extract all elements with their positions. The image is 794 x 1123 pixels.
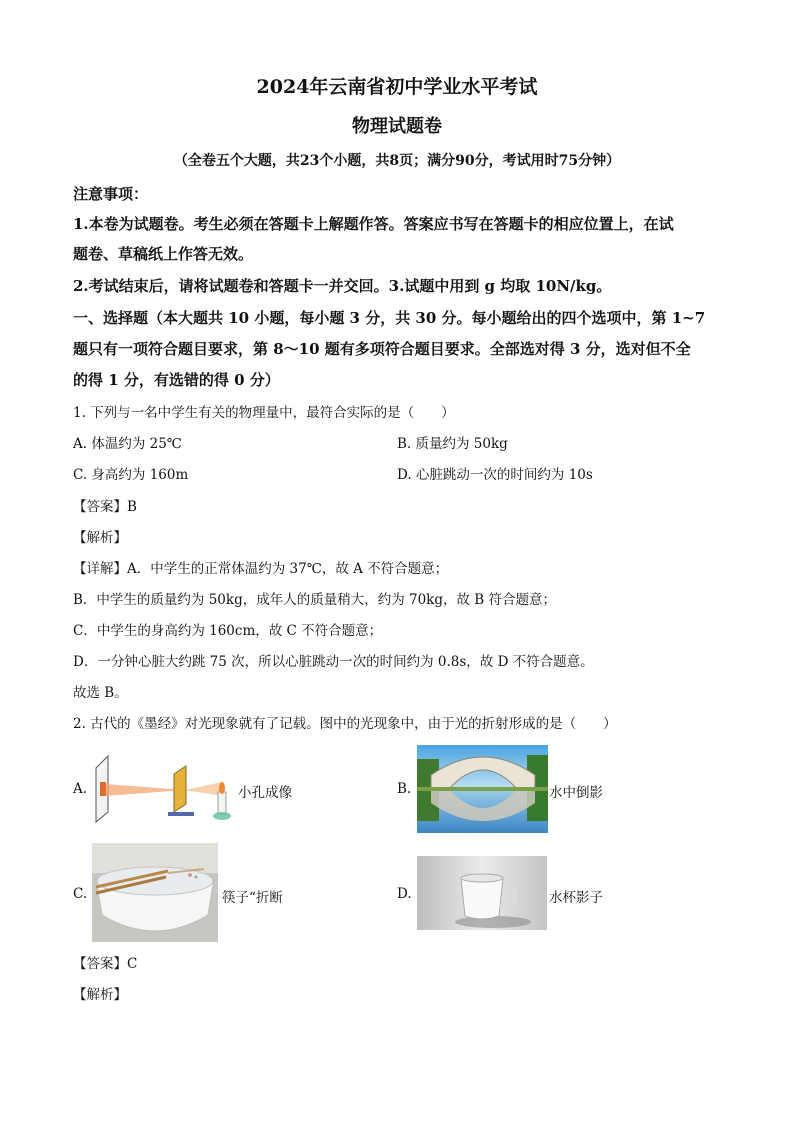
q1-option-b: B. 质量约为 50kg [397,436,508,452]
notice-line-1a: 1.本卷为试题卷。考生必须在答题卡上解题作答。答案应书写在答题卡的相应位置上，在试 [73,215,674,233]
notice-heading: 注意事项： [73,185,149,203]
section1-line-2: 题只有一项符合题目要求，第 8～10 题有多项符合题目要求。全部选对得 3 分，选对但不全 [73,340,691,358]
q2-stem: 2. 古代的《墨经》对光现象就有了记载。图中的光现象中，由于光的折射形成的是（ ） [73,716,617,732]
section1-line-3: 的得 1 分，有选错的得 0 分） [73,371,280,389]
q1-answer-label: 【答案】 [73,499,127,515]
q1-option-d: D. 心脏跳动一次的时间约为 10s [397,467,593,483]
cup-shadow-photo [417,856,547,930]
q2-option-a-letter: A. [73,781,88,797]
pinhole-imaging-figure [92,752,234,824]
q1-option-a: A. 体温约为 25℃ [73,436,182,452]
q2-option-b-caption: 水中倒影 [549,785,603,801]
exam-info: （全卷五个大题，共23个小题，共8页；满分90分，考试用时75分钟） [173,153,621,169]
exam-title: 2024年云南省初中学业水平考试 [256,76,538,98]
exam-subtitle: 物理试题卷 [352,116,442,137]
notice-line-1b: 题卷、草稿纸上作答无效。 [73,245,254,263]
q2-option-b-letter: B. [397,781,412,797]
bridge-reflection-photo [417,745,548,833]
q1-analysis-label: 【解析】 [73,530,127,546]
q1-detail-4: D．一分钟心脏大约跳 75 次，所以心脏跳动一次的时间约为 0.8s，故 D 不符合题意。 [73,654,594,670]
notice-line-2: 2.考试结束后，请将试题卷和答题卡一并交回。3.试题中用到 g 均取 10N/kg。 [73,277,612,295]
q2-option-c-letter: C. [73,886,88,902]
q1-stem: 1. 下列与一名中学生有关的物理量中，最符合实际的是（ ） [73,405,455,421]
q1-detail-1 [73,557,448,577]
bent-chopsticks-photo [92,843,218,942]
q2-answer-value: C [127,956,138,972]
q1-conclusion: 故选 B。 [73,685,128,701]
q2-option-c-caption: 筷子“折断 [222,890,283,906]
q2-answer-label: 【答案】 [73,956,127,972]
q1-detail-1-text: A．中学生的正常体温约为 37℃，故 A 不符合题意； [127,561,449,577]
q1-detail-2: B．中学生的质量约为 50kg，成年人的质量稍大，约为 70kg，故 B 符合题意； [73,592,557,608]
q2-answer [73,952,137,972]
q1-answer-value: B [127,499,137,515]
q1-answer [73,495,137,515]
section1-line-1: 一、选择题（本大题共 10 小题，每小题 3 分，共 30 分。每小题给出的四个选项中，第 1~7 [73,309,706,327]
q1-detail-3: C．中学生的身高约为 160cm，故 C 不符合题意； [73,623,383,639]
q1-option-c: C. 身高约为 160m [73,467,189,483]
q1-detail-label: 【详解】 [73,561,127,577]
q2-option-a-caption: 小孔成像 [238,785,292,801]
q2-option-d-letter: D. [397,886,412,902]
q2-option-d-caption: 水杯影子 [549,890,603,906]
q2-analysis-label: 【解析】 [73,987,127,1003]
